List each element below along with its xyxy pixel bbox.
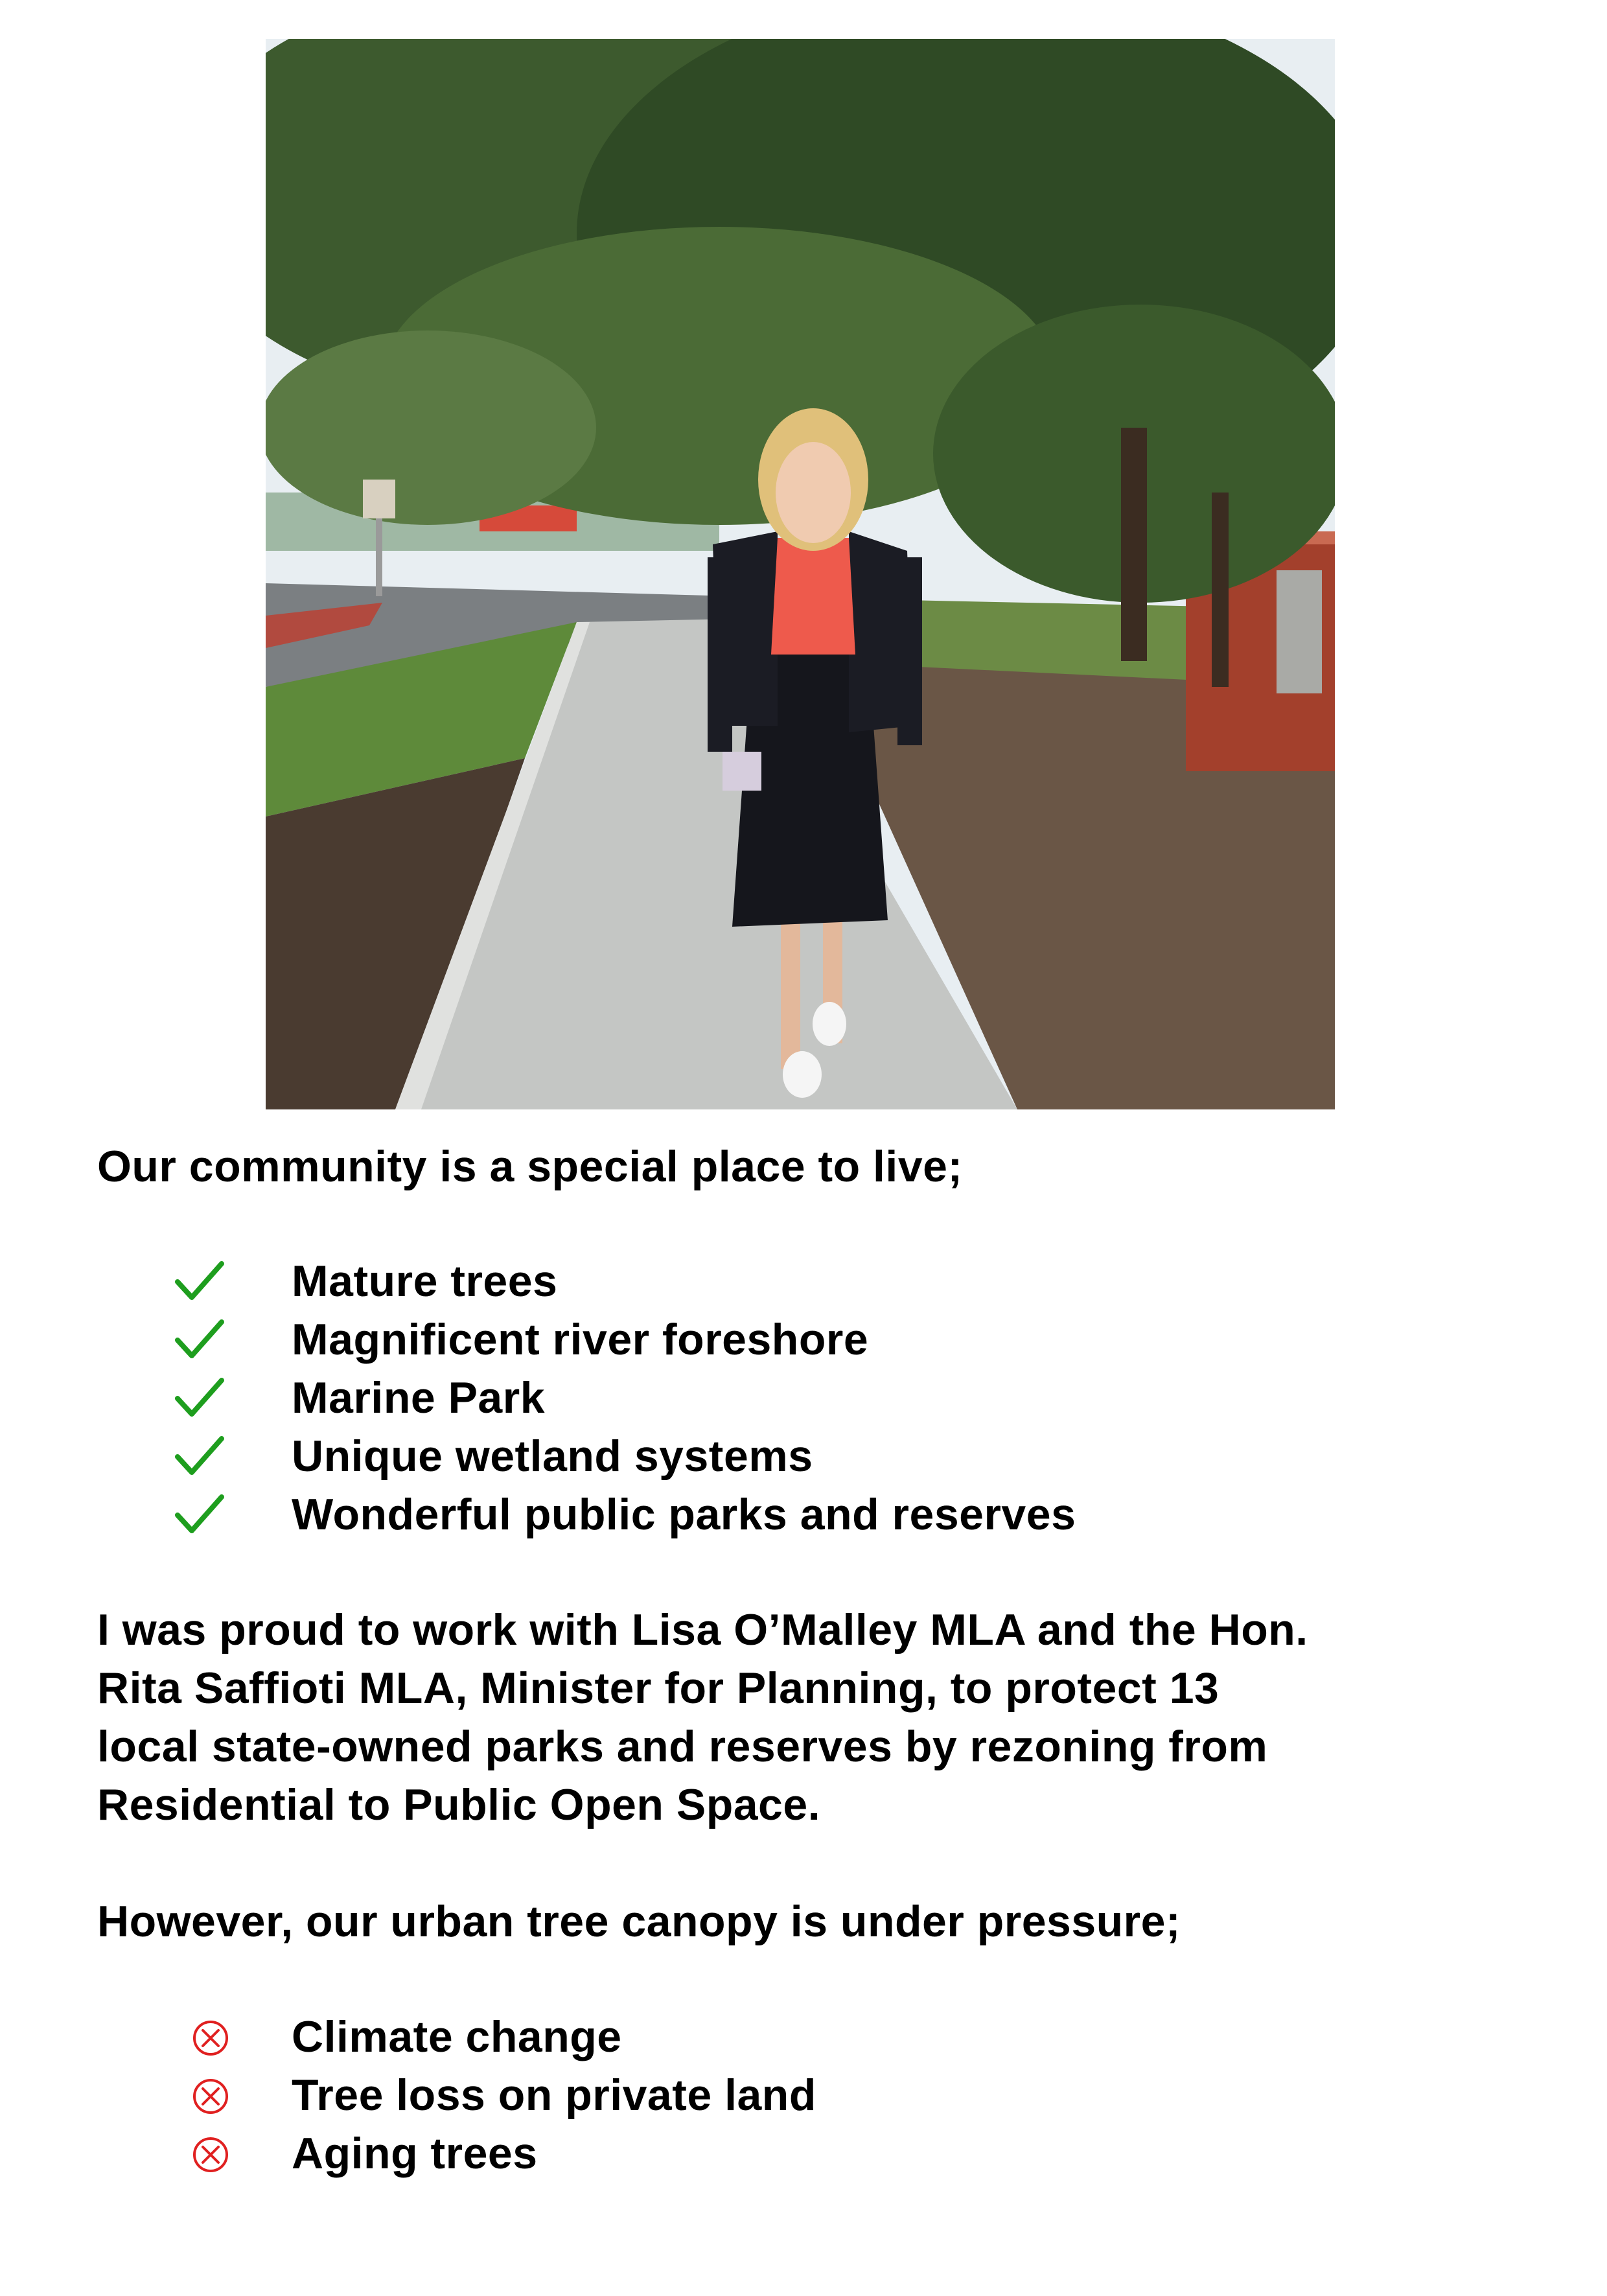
list-item-label: Marine Park [292,1373,546,1422]
list-item [0,1485,1607,1544]
list-item [0,1310,1607,1369]
paragraph-line: local state-owned parks and reserves by rezoning from [97,1722,1268,1771]
list-item [0,1369,1607,1427]
list-item-label: Wonderful public parks and reserves [292,1490,1076,1539]
check-icon [175,1436,224,1476]
paragraph-line: Residential to Public Open Space. [97,1780,821,1829]
list-item [0,2066,1607,2124]
list-item-label: Climate change [292,2012,622,2061]
list-item [0,2008,1607,2066]
list-item-label: Mature trees [292,1257,558,1306]
check-icon [175,1378,224,1418]
list-item-label: Magnificent river foreshore [292,1315,869,1364]
cross-circle-icon [192,2136,229,2174]
list-item-label: Unique wetland systems [292,1432,813,1481]
list-item-label: Tree loss on private land [292,2070,816,2120]
paragraph-line: I was proud to work with Lisa O’Malley MLA and the Hon. [97,1605,1308,1654]
list-item [0,1427,1607,1485]
negatives-list [0,2008,1607,2183]
pressure-heading: However, our urban tree canopy is under pressure; [97,1897,1181,1946]
community-photo [266,39,1335,1109]
list-item-label: Aging trees [292,2129,538,2178]
cross-circle-icon [192,2078,229,2115]
list-item [0,2124,1607,2183]
planning-paragraph [97,1601,1555,1834]
check-icon [175,1319,224,1360]
check-icon [175,1494,224,1535]
paragraph-line: Rita Saffioti MLA, Minister for Planning, to protect 13 [97,1664,1220,1713]
photo-illustration [266,39,1335,1109]
list-item [0,1252,1607,1310]
intro-heading: Our community is a special place to live; [97,1142,963,1191]
cross-circle-icon [192,2019,229,2057]
check-icon [175,1261,224,1301]
positives-list [0,1252,1607,1544]
